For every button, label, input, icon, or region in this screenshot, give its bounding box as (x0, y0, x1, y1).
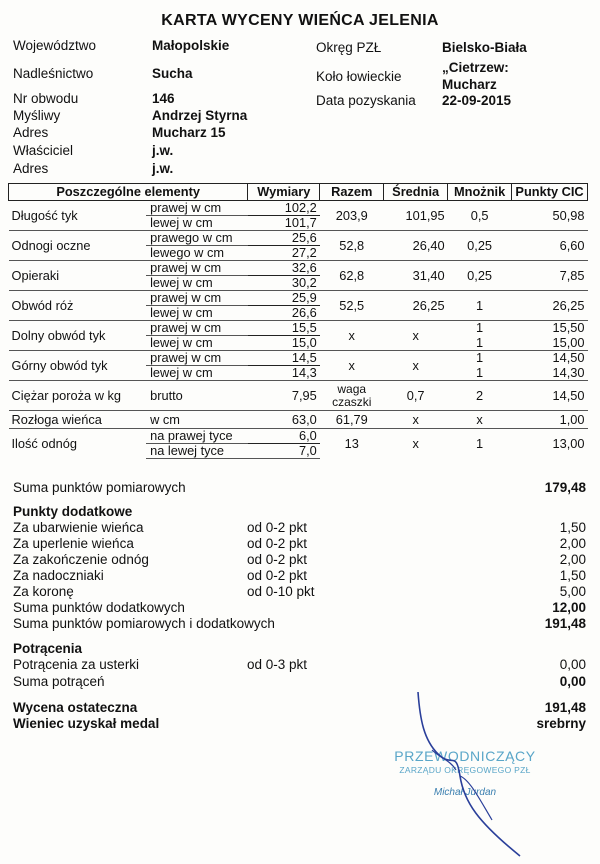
row-mnoznik: x (448, 411, 512, 429)
stamp-line-2: ZARZĄDU OKRĘGOWEGO PZŁ (399, 765, 531, 775)
row-sub: prawej w cm (146, 261, 248, 276)
row-name: Rozłoga wieńca (9, 411, 147, 429)
dodatkowe-item-value: 1,50 (559, 520, 586, 535)
header-elementy: Poszczególne elementy (9, 184, 248, 201)
row-srednia: 101,95 (384, 201, 448, 231)
header-srednia: Średnia (384, 184, 448, 201)
dodatkowe-item-value: 1,50 (559, 568, 586, 583)
row-mnoznik: 2 (448, 381, 512, 411)
adres2-value: j.w. (152, 161, 174, 176)
row-sub: lewej w cm (150, 215, 213, 230)
row-punkty: 14,30 (552, 364, 585, 380)
suma-dodatkowych-value: 12,00 (552, 600, 586, 615)
row-punkty: 1,00 (512, 411, 588, 429)
nadlesnictwo-label: Nadleśnictwo (13, 66, 94, 81)
wycena-value: 191,48 (544, 700, 586, 715)
nr-obwodu-label: Nr obwodu (13, 91, 79, 106)
row-sub: lewej w cm (150, 365, 213, 380)
potracenia-item-value: 0,00 (559, 657, 586, 672)
row-val: 63,0 (248, 411, 320, 429)
row-val: 25,6 (248, 231, 320, 246)
row-sub: prawej w cm (146, 321, 248, 336)
page-title: KARTA WYCENY WIEŃCA JELENIA (161, 12, 439, 29)
row-punkty: 15,00 (552, 334, 585, 350)
row-mnoznik: 1 (448, 429, 512, 459)
row-name: Obwód róż (9, 291, 147, 321)
table-row (9, 231, 588, 246)
table-row (9, 429, 588, 444)
row-val: 102,2 (248, 201, 320, 216)
row-razem: 52,5 (320, 291, 384, 321)
stamp-line-3: Michał Jurdan (433, 787, 497, 798)
table-header-row (9, 184, 588, 201)
mysliwy-label: Myśliwy (13, 108, 61, 123)
signature-icon (360, 680, 560, 860)
okreg-value: Bielsko-Biała (442, 40, 527, 55)
dodatkowe-item-value: 5,00 (559, 584, 586, 599)
dodatkowe-item-range: od 0-2 pkt (247, 536, 308, 551)
row-razem: 52,8 (320, 231, 384, 261)
row-name: Długość tyk (9, 201, 147, 231)
row-srednia: x (384, 429, 448, 459)
dodatkowe-item-value: 2,00 (559, 552, 586, 567)
potracenia-item-label: Potrącenia za usterki (13, 657, 140, 672)
row-val: 27,2 (291, 245, 317, 260)
row-name: Górny obwód tyk (9, 351, 147, 381)
wojewodztwo-label: Województwo (13, 38, 97, 53)
suma-potracen-label: Suma potrąceń (13, 674, 105, 689)
suma-all-label: Suma punktów pomiarowych i dodatkowych (13, 616, 275, 631)
dodatkowe-title: Punkty dodatkowe (13, 504, 133, 519)
czaszki-label: czaszki (332, 394, 372, 409)
suma-potracen-value: 0,00 (559, 674, 586, 689)
row-sub: lewej w cm (150, 335, 213, 350)
mysliwy-value: Andrzej Styrna (152, 108, 248, 123)
row-sub: lewej w cm (150, 275, 213, 290)
dodatkowe-item-value: 2,00 (559, 536, 586, 551)
table-row (9, 321, 588, 336)
row-sub: lewej w cm (150, 305, 213, 320)
row-sub: prawej w cm (146, 351, 248, 366)
row-razem: x (320, 321, 384, 351)
dodatkowe-item-range: od 0-2 pkt (247, 568, 308, 583)
suma-dodatkowych-label: Suma punktów dodatkowych (13, 600, 185, 615)
nadlesnictwo-value: Sucha (152, 66, 193, 81)
row-mnoznik: 1 (448, 351, 512, 366)
table-row (9, 411, 588, 429)
row-val: 7,0 (248, 444, 320, 459)
row-srednia: 31,40 (384, 261, 448, 291)
measurement-table (8, 183, 588, 459)
row-punkty: 50,98 (512, 201, 588, 231)
dodatkowe-item-range: od 0-10 pkt (247, 584, 315, 599)
waga-label: waga (337, 381, 367, 396)
row-punkty: 6,60 (512, 231, 588, 261)
row-razem: 61,79 (320, 411, 384, 429)
row-val: 32,6 (248, 261, 320, 276)
wycena-label: Wycena ostateczna (13, 700, 138, 715)
row-val: 7,95 (248, 381, 320, 411)
row-val: 101,7 (284, 215, 317, 230)
medal-label: Wieniec uzyskał medal (13, 716, 160, 731)
row-razem (320, 381, 384, 411)
table-row (9, 291, 588, 306)
kolo-label: Koło łowieckie (316, 69, 402, 84)
row-mnoznik: 0,25 (448, 231, 512, 261)
data-label: Data pozyskania (316, 93, 416, 108)
suma-pomiarowych-value: 179,48 (544, 480, 586, 495)
row-sub: prawej w cm (146, 201, 248, 216)
table-row (9, 261, 588, 276)
row-sub: na prawej tyce (146, 429, 248, 444)
potracenia-title: Potrącenia (13, 641, 83, 656)
row-val: 6,0 (248, 429, 320, 444)
row-razem: 62,8 (320, 261, 384, 291)
kolo-value-1: „Cietrzew: (442, 60, 509, 75)
row-val: 14,3 (291, 365, 317, 380)
row-name: Ciężar poroża w kg (9, 381, 147, 411)
row-name: Dolny obwód tyk (9, 321, 147, 351)
row-srednia: 0,7 (384, 381, 448, 411)
row-sub: na lewej tyce (146, 444, 248, 459)
row-sub: w cm (146, 411, 248, 429)
table-row (9, 351, 588, 366)
row-punkty: 14,50 (512, 381, 588, 411)
row-mnoznik: 0,25 (448, 261, 512, 291)
medal-value: srebrny (536, 716, 586, 731)
row-punkty: 7,85 (512, 261, 588, 291)
header-wymiary: Wymiary (248, 184, 320, 201)
row-razem: 203,9 (320, 201, 384, 231)
row-srednia: 26,25 (384, 291, 448, 321)
row-name: Odnogi oczne (9, 231, 147, 261)
row-val: 15,5 (248, 321, 320, 336)
wojewodztwo-value: Małopolskie (152, 38, 230, 53)
row-name: Opieraki (9, 261, 147, 291)
adres-label: Adres (13, 125, 49, 140)
row-mnoznik: 0,5 (448, 201, 512, 231)
row-val: 26,6 (291, 305, 317, 320)
row-sub: prawego w cm (146, 231, 248, 246)
table-row (9, 201, 588, 216)
wlasciciel-label: Właściciel (13, 143, 74, 158)
header-mnoznik: Mnożnik (448, 184, 512, 201)
row-sub: brutto (146, 381, 248, 411)
adres-value: Mucharz 15 (152, 125, 226, 140)
data-value: 22-09-2015 (442, 93, 512, 108)
row-punkty: 13,00 (512, 429, 588, 459)
dodatkowe-item-range: od 0-2 pkt (247, 520, 308, 535)
row-sub: lewego w cm (150, 245, 225, 260)
okreg-label: Okręg PZŁ (316, 40, 382, 55)
header-punkty: Punkty CIC (512, 184, 588, 201)
row-punkty: 26,25 (512, 291, 588, 321)
adres2-label: Adres (13, 161, 49, 176)
nr-obwodu-value: 146 (152, 91, 175, 106)
row-mnoznik: 1 (476, 364, 484, 380)
row-punkty: 14,50 (512, 351, 588, 366)
dodatkowe-item-label: Za koronę (13, 584, 74, 599)
dodatkowe-item-label: Za zakończenie odnóg (13, 552, 149, 567)
row-name: Ilość odnóg (9, 429, 147, 459)
row-val: 30,2 (291, 275, 317, 290)
dodatkowe-item-range: od 0-2 pkt (247, 552, 308, 567)
row-mnoznik: 1 (476, 334, 484, 350)
row-mnoznik: 1 (448, 291, 512, 321)
header-razem: Razem (320, 184, 384, 201)
wlasciciel-value: j.w. (152, 143, 174, 158)
row-razem: x (320, 351, 384, 381)
row-srednia: x (384, 411, 448, 429)
suma-pomiarowych-label: Suma punktów pomiarowych (13, 480, 186, 495)
row-srednia: 26,40 (384, 231, 448, 261)
table-row (9, 381, 588, 411)
kolo-value-2: Mucharz (442, 77, 497, 92)
row-val: 14,5 (248, 351, 320, 366)
row-razem: 13 (320, 429, 384, 459)
row-punkty: 15,50 (512, 321, 588, 336)
stamp-line-1: PRZEWODNICZĄCY (394, 748, 536, 764)
row-srednia: x (384, 351, 448, 381)
potracenia-item-range: od 0-3 pkt (247, 657, 308, 672)
row-mnoznik: 1 (448, 321, 512, 336)
suma-all-value: 191,48 (544, 616, 586, 631)
dodatkowe-item-label: Za ubarwienie wieńca (13, 520, 144, 535)
row-srednia: x (384, 321, 448, 351)
dodatkowe-item-label: Za uperlenie wieńca (13, 536, 134, 551)
row-val: 15,0 (291, 335, 317, 350)
row-val: 25,9 (248, 291, 320, 306)
row-sub: prawej w cm (146, 291, 248, 306)
dodatkowe-item-label: Za nadoczniaki (13, 568, 104, 583)
